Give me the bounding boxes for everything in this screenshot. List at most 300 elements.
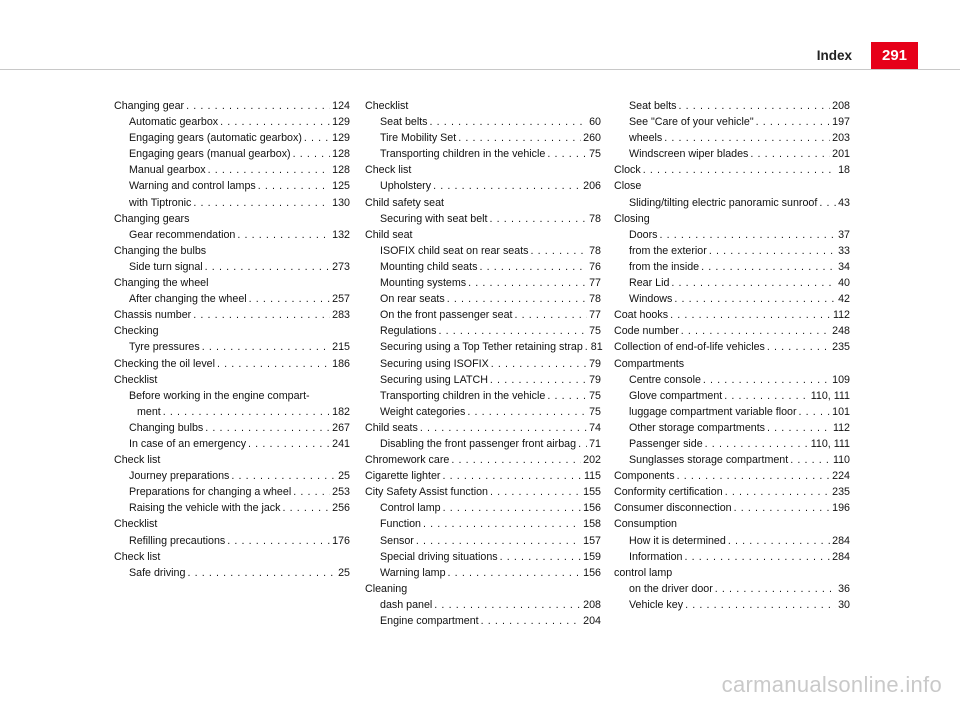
section-title: Index [816, 48, 852, 63]
index-entry [614, 130, 850, 146]
index-term: Securing with seat belt [380, 212, 488, 225]
index-term: Check list [114, 454, 161, 467]
page-reference: 186 [332, 357, 350, 370]
index-term: ment [137, 405, 161, 418]
dot-leader [202, 339, 330, 355]
index-entry [114, 468, 350, 484]
index-term: dash panel [380, 598, 433, 611]
index-entry [614, 323, 850, 339]
index-entry [114, 211, 350, 227]
dot-leader [490, 211, 588, 227]
index-entry [365, 211, 601, 227]
index-term: Windows [629, 293, 673, 306]
page-reference: 203 [832, 132, 850, 145]
index-term: Preparations for changing a wheel [129, 486, 292, 499]
index-entry [614, 227, 850, 243]
dot-leader [193, 307, 330, 323]
dot-leader [585, 339, 589, 355]
page-reference: 157 [583, 534, 601, 547]
dot-leader [670, 307, 831, 323]
page-reference: 257 [332, 293, 350, 306]
dot-leader [293, 484, 330, 500]
page-reference: 206 [583, 180, 601, 193]
index-entry [114, 243, 350, 259]
dot-leader [205, 420, 330, 436]
index-term: Engine compartment [380, 615, 479, 627]
index-column-3 [614, 98, 850, 613]
page-reference: 128 [332, 164, 350, 177]
index-entry [114, 146, 350, 162]
dot-leader [578, 436, 587, 452]
index-entry [365, 404, 601, 420]
dot-leader [643, 162, 836, 178]
index-entry [365, 356, 601, 372]
page-reference: 79 [589, 357, 601, 370]
index-term: Check list [114, 550, 161, 563]
page-reference: 129 [332, 132, 350, 145]
index-entry [114, 323, 350, 339]
dot-leader [547, 146, 587, 162]
page-reference: 75 [589, 405, 601, 418]
index-entry [614, 114, 850, 130]
index-entry [114, 291, 350, 307]
index-term: Passenger side [629, 437, 703, 450]
dot-leader [249, 291, 331, 307]
index-entry [114, 500, 350, 516]
page-reference: 130 [332, 196, 350, 209]
index-term: Automatic gearbox [129, 116, 219, 129]
index-term: Transporting children in the vehicle [380, 148, 546, 161]
dot-leader [433, 178, 581, 194]
page-reference: 110, 111 [810, 437, 850, 450]
index-term: Child seats [365, 421, 418, 434]
dot-leader [163, 404, 330, 420]
index-entry [365, 452, 601, 468]
index-entry [614, 339, 850, 355]
index-term: Engaging gears (automatic gearbox) [129, 132, 302, 145]
page-reference: 42 [838, 293, 850, 306]
index-entry [114, 130, 350, 146]
index-term: Centre console [629, 373, 701, 386]
index-entry [114, 114, 350, 130]
index-term: Raising the vehicle with the jack [129, 502, 281, 515]
index-entry [114, 307, 350, 323]
index-term: On the front passenger seat [380, 309, 513, 322]
index-column-1 [114, 98, 350, 581]
index-term: Sliding/tilting electric panoramic sunroof [629, 196, 818, 209]
index-term: Check list [365, 164, 412, 177]
index-entry [114, 259, 350, 275]
dot-leader [430, 114, 588, 130]
index-entry [365, 243, 601, 259]
page-reference: 34 [838, 260, 850, 273]
index-entry [114, 388, 350, 404]
index-term: Chromework care [365, 454, 450, 467]
index-term: Securing using ISOFIX [380, 357, 489, 370]
page-reference: 37 [838, 228, 850, 241]
index-entry [614, 452, 850, 468]
index-term: Weight categories [380, 405, 466, 418]
page-reference: 78 [589, 212, 601, 225]
index-term: Gear recommendation [129, 228, 236, 241]
index-term: Close [614, 180, 642, 193]
page-reference: 109 [832, 373, 850, 386]
page-reference: 125 [332, 180, 350, 193]
dot-leader [467, 404, 587, 420]
index-entry [614, 372, 850, 388]
index-entry [365, 581, 601, 597]
index-term: Windscreen wiper blades [629, 148, 749, 161]
index-entry [614, 516, 850, 532]
index-entry [114, 484, 350, 500]
page-reference: 196 [832, 502, 850, 515]
page-reference: 33 [838, 244, 850, 257]
page-reference: 284 [832, 534, 850, 547]
index-term: Securing using a Top Tether retaining strap [380, 341, 583, 354]
index-entry [365, 533, 601, 549]
index-entry [365, 484, 601, 500]
index-term: Warning lamp [380, 566, 446, 579]
index-term: Checking the oil level [114, 357, 215, 370]
index-term: with Tiptronic [129, 196, 192, 209]
dot-leader [420, 420, 587, 436]
page-reference: 78 [589, 244, 601, 257]
index-entry [614, 162, 850, 178]
index-term: On rear seats [380, 293, 445, 306]
index-term: Changing the bulbs [114, 244, 207, 257]
index-term: Closing [614, 212, 650, 225]
dot-leader [490, 484, 581, 500]
index-term: Special driving situations [380, 550, 498, 563]
index-entry [114, 227, 350, 243]
index-entry [614, 549, 850, 565]
header-divider [0, 69, 960, 70]
index-term: Regulations [380, 325, 437, 338]
dot-leader [481, 613, 582, 629]
index-term: Safe driving [129, 566, 186, 579]
page-reference: 43 [838, 196, 850, 209]
dot-leader [679, 98, 831, 114]
index-term: Checklist [365, 100, 409, 112]
index-entry [365, 275, 601, 291]
dot-leader [282, 500, 330, 516]
index-term: Glove compartment [629, 389, 723, 402]
index-entry [114, 178, 350, 194]
page-reference: 273 [332, 260, 350, 273]
dot-leader [664, 130, 830, 146]
index-entry [365, 291, 601, 307]
dot-leader [448, 565, 582, 581]
dot-leader [237, 227, 330, 243]
index-term: Collection of end-of-life vehicles [614, 341, 765, 354]
index-entry [114, 98, 350, 114]
index-term: Mounting systems [380, 277, 467, 290]
page-reference: 77 [589, 309, 601, 322]
dot-leader [531, 243, 588, 259]
page-reference: 71 [589, 437, 601, 450]
index-entry [365, 565, 601, 581]
dot-leader [258, 178, 330, 194]
index-entry [614, 533, 850, 549]
index-entry [114, 339, 350, 355]
index-entry [365, 162, 601, 178]
index-entry [614, 98, 850, 114]
page-reference: 18 [838, 164, 850, 177]
index-entry [114, 516, 350, 532]
index-term: control lamp [614, 566, 673, 579]
index-entry [114, 420, 350, 436]
index-entry [614, 275, 850, 291]
dot-leader [500, 549, 582, 565]
index-entry [365, 372, 601, 388]
index-entry [365, 259, 601, 275]
index-term: Compartments [614, 357, 685, 370]
dot-leader [715, 581, 836, 597]
index-term: How it is determined [629, 534, 726, 547]
dot-leader [767, 339, 830, 355]
page-reference: 156 [583, 566, 601, 579]
index-entry [365, 436, 601, 452]
page-reference: 36 [838, 582, 850, 595]
page-reference: 79 [589, 373, 601, 386]
index-term: Checklist [114, 518, 158, 531]
index-entry [365, 388, 601, 404]
index-entry [365, 500, 601, 516]
index-entry [114, 275, 350, 291]
index-entry [614, 484, 850, 500]
index-entry [365, 597, 601, 613]
page-reference: 235 [832, 486, 850, 499]
index-term: Consumption [614, 518, 677, 531]
dot-leader [468, 275, 587, 291]
index-term: Side turn signal [129, 260, 203, 273]
index-term: Cigarette lighter [365, 470, 441, 483]
index-term: on the driver door [629, 582, 713, 595]
index-term: Tyre pressures [129, 341, 200, 354]
index-entry [614, 597, 850, 613]
index-entry [365, 468, 601, 484]
index-term: Sunglasses storage compartment [629, 454, 789, 467]
page-reference: 78 [589, 293, 601, 306]
dot-leader [193, 195, 330, 211]
dot-leader [248, 436, 330, 452]
index-term: Child safety seat [365, 196, 445, 209]
dot-leader [443, 500, 582, 516]
page-reference: 128 [332, 148, 350, 161]
page-reference: 74 [589, 421, 601, 434]
dot-leader [447, 291, 587, 307]
index-term: Other storage compartments [629, 421, 766, 434]
page-reference: 115 [583, 470, 601, 483]
index-term: Vehicle key [629, 598, 684, 611]
index-term: Child seat [365, 228, 413, 241]
page-reference: 156 [583, 502, 601, 515]
page-header [0, 42, 960, 70]
dot-leader [756, 114, 831, 130]
dot-leader [681, 323, 830, 339]
index-entry [614, 500, 850, 516]
index-term: Warning and control lamps [129, 180, 256, 193]
page-reference: 158 [583, 518, 601, 531]
index-entry [365, 178, 601, 194]
dot-leader [205, 259, 330, 275]
page-reference: 25 [338, 470, 350, 483]
page-reference: 215 [332, 341, 350, 354]
page-reference: 77 [589, 277, 601, 290]
dot-leader [416, 533, 581, 549]
index-entry [114, 372, 350, 388]
dot-leader [217, 356, 330, 372]
dot-leader [685, 597, 836, 613]
page-reference: 253 [332, 486, 350, 499]
page-reference: 176 [332, 534, 350, 547]
index-term: Doors [629, 228, 658, 241]
dot-leader [208, 162, 331, 178]
index-entry [365, 195, 601, 211]
page-reference: 159 [583, 550, 601, 563]
page-reference: 110 [832, 454, 850, 467]
page-reference: 256 [332, 502, 350, 515]
index-entry [365, 146, 601, 162]
page-reference: 241 [332, 437, 350, 450]
page-reference: 40 [838, 277, 850, 290]
page-reference: 202 [583, 454, 601, 467]
index-entry [365, 549, 601, 565]
index-entry [614, 211, 850, 227]
dot-leader [701, 259, 836, 275]
index-term: Chassis number [114, 309, 192, 322]
dot-leader [515, 307, 588, 323]
dot-leader [671, 275, 836, 291]
index-term: Control lamp [380, 502, 441, 515]
index-entry [614, 291, 850, 307]
page-reference: 110, 111 [810, 389, 850, 402]
index-entry [614, 195, 850, 211]
index-entry [614, 243, 850, 259]
page-reference: 208 [583, 598, 601, 611]
dot-leader [703, 372, 830, 388]
index-term: Journey preparations [129, 470, 230, 483]
page-reference: 129 [332, 116, 350, 129]
dot-leader [767, 420, 831, 436]
index-entry [614, 420, 850, 436]
page-reference: 25 [338, 566, 350, 579]
index-term: Sensor [380, 534, 414, 547]
index-term: Transporting children in the vehicle [380, 389, 546, 402]
page-reference: 267 [332, 421, 350, 434]
page-reference: 204 [583, 615, 601, 627]
page-number-badge [871, 42, 918, 69]
index-term: Rear Lid [629, 277, 670, 290]
index-entry [614, 404, 850, 420]
index-term: In case of an emergency [129, 437, 247, 450]
page-reference: 30 [838, 598, 850, 611]
page-number: 291 [881, 47, 908, 64]
index-entry [365, 339, 601, 355]
index-entry [614, 307, 850, 323]
index-entry [614, 436, 850, 452]
page-reference: 75 [589, 389, 601, 402]
page-reference: 76 [589, 260, 601, 273]
index-term: Before working in the engine compart- [129, 389, 310, 402]
dot-leader [293, 146, 331, 162]
index-term: Components [614, 470, 675, 483]
dot-leader [799, 404, 831, 420]
index-term: Engaging gears (manual gearbox) [129, 148, 291, 161]
index-term: Seat belts [380, 116, 428, 129]
page-reference: 201 [832, 148, 850, 161]
index-entry [614, 581, 850, 597]
index-entry [614, 146, 850, 162]
index-entry [365, 516, 601, 532]
index-term: See "Care of your vehicle" [629, 116, 754, 129]
index-entry [114, 549, 350, 565]
index-entry [365, 323, 601, 339]
dot-leader [423, 516, 581, 532]
index-term: luggage compartment variable floor [629, 405, 797, 418]
index-term: Manual gearbox [129, 164, 206, 177]
index-term: After changing the wheel [129, 293, 247, 306]
page-reference: 101 [832, 405, 850, 418]
page-reference: 283 [332, 309, 350, 322]
page-reference: 155 [583, 486, 601, 499]
dot-leader [434, 597, 581, 613]
index-term: Information [629, 550, 683, 563]
index-entry [365, 613, 601, 629]
dot-leader [438, 323, 587, 339]
index-term: City Safety Assist function [365, 486, 488, 499]
page-reference: 124 [332, 100, 350, 112]
index-entry [365, 114, 601, 130]
index-term: Disabling the front passenger front airbag [380, 437, 577, 450]
index-term: from the exterior [629, 244, 707, 257]
page-reference: 112 [832, 309, 850, 322]
dot-leader [451, 452, 581, 468]
index-entry [365, 98, 601, 114]
index-entry [114, 436, 350, 452]
dot-leader [479, 259, 587, 275]
dot-leader [660, 227, 837, 243]
index-term: Checklist [114, 373, 158, 386]
index-term: Code number [614, 325, 679, 338]
page-reference: 75 [589, 148, 601, 161]
dot-leader [790, 452, 831, 468]
index-entry [365, 420, 601, 436]
dot-leader [304, 130, 330, 146]
dot-leader [705, 436, 809, 452]
index-term: Cleaning [365, 582, 408, 595]
index-term: ISOFIX child seat on rear seats [380, 244, 529, 257]
dot-leader [684, 549, 830, 565]
index-entry [365, 227, 601, 243]
index-term: Refilling precautions [129, 534, 226, 547]
index-entry [614, 259, 850, 275]
index-term: Securing using LATCH [380, 373, 488, 386]
dot-leader [186, 98, 330, 114]
dot-leader [231, 468, 336, 484]
index-column-2 [365, 98, 601, 629]
index-entry [365, 307, 601, 323]
dot-leader [674, 291, 836, 307]
dot-leader [227, 533, 330, 549]
index-term: Coat hooks [614, 309, 669, 322]
index-entry [614, 356, 850, 372]
index-term: Changing bulbs [129, 421, 204, 434]
dot-leader [442, 468, 582, 484]
page-reference: 260 [583, 132, 601, 145]
page-reference: 81 [590, 341, 603, 354]
index-term: Tire Mobility Set [380, 132, 457, 145]
